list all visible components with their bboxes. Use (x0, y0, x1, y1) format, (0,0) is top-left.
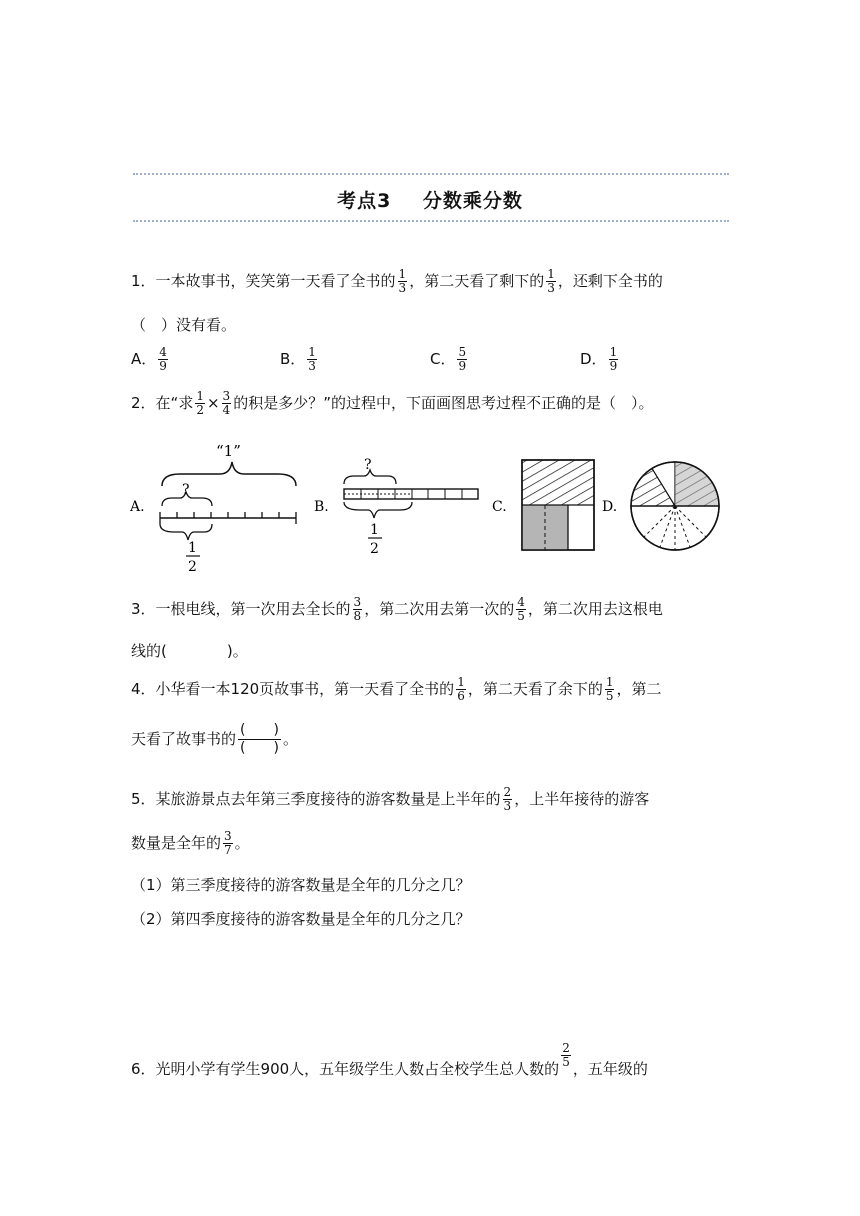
title-topic: 分数乘分数 (422, 190, 523, 212)
question-2-text: 2．在“求 $\frac{1}{2}$ × $\frac{3}{4}$ 的积是多少？”的过程中，下面画图思考过程不正确的是（ ）。 (131, 389, 654, 417)
question-3-line-1: 3．一根电线，第一次用去全长的 $\frac{3}{8}$ ，第二次用去第一次的 $\frac{4}{5}$ ，第二次用去这根电 (131, 595, 663, 623)
answer-blank-fraction[interactable]: ( ) ( ) (240, 722, 279, 756)
q1-option-b[interactable]: B． $\frac{1}{3}$ (280, 345, 316, 373)
fig-c-hatched-half (522, 460, 594, 505)
page-title (0, 186, 860, 213)
fraction: $\frac{1}{3}$ (398, 267, 407, 295)
fig-d-label: D. (602, 499, 618, 515)
question-5-line-2: 数量是全年的 $\frac{3}{7}$ 。 (131, 829, 250, 857)
header-top-rule (133, 173, 729, 175)
fig-b-bottom-brace (344, 502, 412, 518)
title-number: 考点3 (337, 190, 392, 212)
q1-option-c[interactable]: C． $\frac{5}{9}$ (430, 345, 467, 373)
header-bottom-rule (133, 220, 729, 222)
question-6-line-1: 6．光明小学有学生900人，五年级学生人数占全校学生总人数的 $\frac{2}{5}$ ，五年级的 (131, 1041, 648, 1078)
question-5-sub-2: （2）第四季度接待的游客数量是全年的几分之几？ (131, 910, 471, 928)
question-4-line-2: 天看了故事书的 ( ) ( ) 。 (131, 722, 298, 756)
question-5-sub-1: （1）第三季度接待的游客数量是全年的几分之几？ (131, 876, 471, 894)
question-2-figures (120, 436, 740, 576)
fig-a-bottom-brace (160, 524, 212, 540)
question-3-line-2: 线的( )。 (131, 642, 248, 660)
fig-a-half-d: 2 (188, 559, 197, 575)
fig-b-half-d: 2 (370, 541, 379, 557)
question-5-line-1: 5．某旅游景点去年第三季度接待的游客数量是上半年的 $\frac{2}{3}$ ，上半年接待的游客 (131, 785, 650, 813)
fig-b-half-n: 1 (370, 522, 379, 538)
fraction: $\frac{1}{3}$ (547, 267, 555, 295)
fig-a-question-mark: ? (182, 482, 190, 498)
question-1-line-2: （ ）没有看。 (131, 316, 237, 334)
q1-option-a[interactable]: A． $\frac{4}{9}$ (131, 345, 167, 373)
fig-a-whole-label: “1” (216, 442, 241, 460)
fig-b-question-mark: ? (364, 457, 372, 473)
fig-a-half-n: 1 (188, 540, 197, 556)
fig-b-label: B. (314, 499, 329, 515)
fig-c-label: C. (492, 499, 507, 515)
question-4-line-1: 4．小华看一本120页故事书，第一天看了全书的 $\frac{1}{6}$ ，第二天看了余下的 $\frac{1}{5}$ ，第二 (131, 675, 662, 703)
q1-option-d[interactable]: D． $\frac{1}{9}$ (580, 345, 618, 373)
fig-a-label: A. (130, 499, 145, 515)
question-1-line-1: 1．一本故事书，笑笑第一天看了全书的 $\frac{1}{3}$ ，第二天看了剩下的 $\frac{1}{3}$ ，还剩下全书的 (131, 267, 663, 295)
